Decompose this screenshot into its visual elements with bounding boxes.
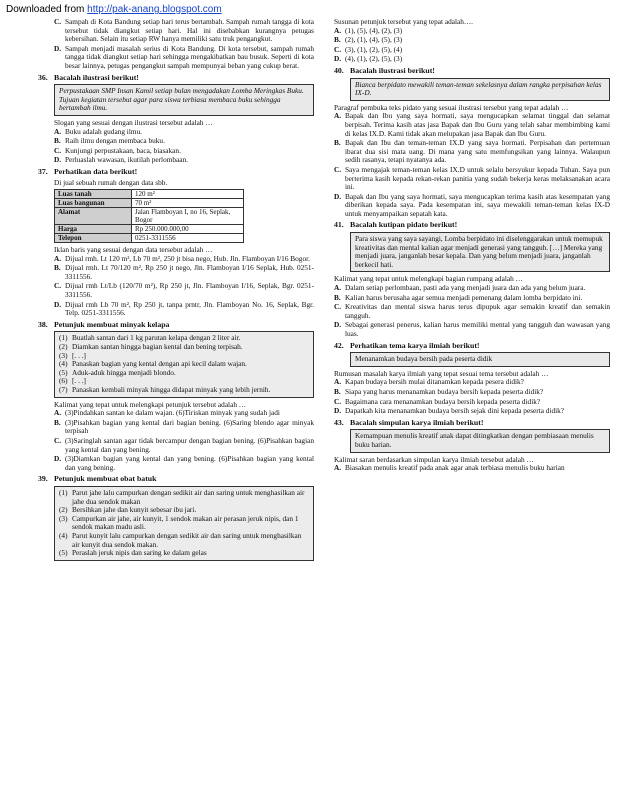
option-a[interactable]: A. (3)Pindahkan santan ke dalam wajan. (6)Tiriskan minyak yang sudah jadi xyxy=(54,408,280,418)
data-intro: Di jual sebuah rumah dengan data sbb. xyxy=(54,177,168,187)
option-b[interactable]: B. Siapa yang harus menanamkan budaya bersih kepada peserta didik? xyxy=(334,386,544,396)
option-c[interactable]: C. Kreativitas dan mental siswa harus terus dipupuk agar semakin kreatif dan semakin tangguh. xyxy=(334,302,610,320)
list-item: (4) Panaskan bagian yang kental dengan api kecil dalam wajan. xyxy=(59,359,247,369)
option-b[interactable]: B. Raih ilmu dengan membaca buku. xyxy=(54,136,165,146)
option-c[interactable]: C. Bagaimana cara menanamkan budaya bersih kepada peserta didik? xyxy=(334,396,541,406)
list-item: (7) Panaskan kembali minyak hingga didapat minyak yang lebih jernih. xyxy=(59,385,271,394)
question-stem: Rumusan masalah karya ilmiah yang tepat sesuai tema tersebut adalah … xyxy=(334,368,549,378)
option-d[interactable]: D. Sampah menjadi masalah serius di Kota Bandung. Di kota tersebut, sampah rumah tangga tidak diangkut setiap hari sehingga mengakibatkan bau busuk. Seperti di kota besar lainnya, petugas pengangkut sampah mempunyai beban yang cukup berat. xyxy=(54,43,314,70)
question-stem: Kalimat yang tepat untuk melengkapi petunjuk tersebut adalah … xyxy=(54,399,247,409)
question-36 xyxy=(38,74,314,165)
table-row: Telepon 0251-3311556 xyxy=(55,234,244,243)
speech-excerpt-box: Para siswa yang saya sayangi, Lomba berpidato ini diselenggarakan untuk memupuk kreativitas dan mental kalian agar menjadi generasi yang tangguh. […] Mereka yang menjadi juara, janganlah besar kepala. Dan yang belum menjadi juara, janganlah berkecil hati. xyxy=(350,232,610,272)
option-d[interactable]: D. Bapak dan Ibu yang saya hormati, saya mengucapkan terima kasih atas kesempatan yang diberikan kepada saya. Pada kesempatan ini, saya mewakili teman-teman kelas IX-D untuk menyampaikan sepatah kata. xyxy=(334,191,610,218)
option-d[interactable]: D. (3)Diamkan bagian yang kental dan yang bening. (6)Pisahkan bagian yang kental dan yang bening. xyxy=(54,454,314,472)
question-title: 36. Bacalah ilustrasi berikut! xyxy=(38,72,139,82)
question-40 xyxy=(334,67,610,219)
option-c[interactable]: C. Saya mengajak teman-teman kelas IX.D untuk selalu bersyukur kepada Tuhan. Saya pun berterima kasih kepada rekan-rekan panitia yang sudah bekerja keras melaksanakan acara ini. xyxy=(334,164,610,192)
option-a[interactable]: A. Dalam setiap perlombaan, pasti ada yang menjadi juara dan ada yang belum juara. xyxy=(334,283,586,293)
option-c[interactable]: C. Kunjungi perpustakaan, baca, biasakan. xyxy=(54,145,181,155)
question-title: 37. Perhatikan data berikut! xyxy=(38,166,138,176)
header-prefix: Downloaded from xyxy=(6,4,88,15)
question-stem: Paragraf pembuka teks pidato yang sesuai ilustrasi tersebut yang tepat adalah … xyxy=(334,102,569,112)
conclusion-box: Kemampuan menulis kreatif anak dapat ditingkatkan dengan pembiasaan menulis buku harian. xyxy=(350,429,610,452)
option-a[interactable]: A. Biasakan menulis kreatif pada anak agar anak terbiasa menulis buku harian xyxy=(334,463,565,473)
option-c[interactable]: C. Dijual rmh Lt/Lb (120/70 m²), Rp 250 jt, Jln. Flamboyan I/16, Seplak, Bgr. 0251-3311556. xyxy=(54,281,314,300)
list-item: (4) Parut kunyit lalu campurkan dengan sedikit air dan saring untuk menghasilkan air kunyit dua sendok makan. xyxy=(59,530,302,549)
option-a[interactable]: A. Kapan budaya bersih mulai ditanamkan kepada pesera didik? xyxy=(334,377,524,387)
option-a[interactable]: A. Buku adalah gudang ilmu. xyxy=(54,126,143,136)
option-b[interactable]: B. Bapak dan Ibu dan teman-teman IX.D yang saya hormati. Perpisahan dan pertemuan ibarat dua sisi mata uang. Di mana yang satu memfungsikan yang lainnya. Walaupun sedih rasanya, tetapi nyatanya ada. xyxy=(334,138,610,165)
list-item: (5) Peraslah jeruk nipis dan saring ke dalam gelas xyxy=(59,548,207,558)
question-stem: Kalimat yang tepat untuk melengkapi bagian rumpang adalah … xyxy=(334,274,523,284)
option-b[interactable]: B. (3)Pisahkan bagian yang kental dari bagian bening. (6)Saring blendo agar minyak terpisah xyxy=(54,417,314,436)
steps-box xyxy=(54,486,314,561)
table-row: Luas bangunan 70 m² xyxy=(55,199,244,208)
question-title: 43. Bacalah simpulan karya ilmiah berikut! xyxy=(334,417,484,427)
table-row: Alamat Jalan Flamboyan I, no 16, Seplak, Bogor xyxy=(55,208,244,225)
question-title: 38. Petunjuk membuat minyak kelapa xyxy=(38,319,170,329)
question-38 xyxy=(38,321,314,473)
list-item: (5) Aduk-aduk hingga menjadi blondo. xyxy=(59,367,176,377)
list-item: (6) [. . .] xyxy=(59,376,86,386)
list-item: (3) [. . .] xyxy=(59,350,86,360)
download-header xyxy=(6,4,222,15)
option-a[interactable]: A. Dijual rmh. Lt 120 m², Lb 70 m², 250 jt bisa nego, Hub. Jln. Flamboyan I/16 Bogor. xyxy=(54,253,310,263)
question-title: 39. Petunjuk membuat obat batuk xyxy=(38,474,157,484)
option-d[interactable]: D. Dapatkah kita menanamkan budaya bersih sejak dini kepada peserta didik? xyxy=(334,406,565,416)
list-item: (3) Campurkan air jahe, air kunyit, 1 sendok makan air perasan jeruk nipis, dan 1 sendok makan madu asli. xyxy=(59,513,299,532)
left-column xyxy=(38,18,314,564)
list-item: (2) Bersihkan jahe dan kunyit sebesar ibu jari. xyxy=(59,505,197,515)
option-b[interactable]: B. (2), (1), (4), (5), (3) xyxy=(334,35,403,45)
question-stem: Kalimat saran berdasarkan simpulan karya ilmiah tersebut adalah … xyxy=(334,454,534,464)
question-41 xyxy=(334,221,610,338)
theme-box: Menanamkan budaya bersih pada peserta didik xyxy=(350,352,610,367)
question-stem: Susunan petunjuk tersebut yang tepat adalah…. xyxy=(334,17,474,26)
house-data-table xyxy=(54,189,244,243)
table-row: Harga Rp 250.000.000,00 xyxy=(55,225,244,234)
question-stem: Slogan yang sesuai dengan ilustrasi tersebut adalah … xyxy=(54,117,213,127)
option-d[interactable]: D. Perluaslah wawasan, ikutilah perlombaan. xyxy=(54,155,188,165)
question-39 xyxy=(38,475,314,560)
question-title: 42. Perhatikan tema karya ilmiah berikut! xyxy=(334,340,480,350)
q35-options xyxy=(38,18,314,71)
question-stem: Iklan baris yang sesuai dengan data tersebut adalah … xyxy=(54,245,213,255)
question-title: 40. Bacalah ilustrasi berikut! xyxy=(334,65,435,75)
question-title: 41. Bacalah kutipan pidato berikut! xyxy=(334,220,458,230)
question-42 xyxy=(334,342,610,416)
option-d[interactable]: D. (4), (1), (2), (5), (3) xyxy=(334,54,403,64)
option-d[interactable]: D. Dijual rmh Lb 70 m², Rp 250 jt, tanpa prntr, Jln. Flamboyan No. 16, Seplak, Bgr. Telp. 0251-3311556. xyxy=(54,299,314,318)
option-b[interactable]: B. Kalian harus berusaha agar semua menjadi pemenang dalam lomba berpidato ini. xyxy=(334,292,583,302)
option-c[interactable]: C. (3), (1), (2), (5), (4) xyxy=(334,44,403,54)
table-row: Luas tanah 120 m² xyxy=(55,190,244,199)
right-column xyxy=(334,18,610,476)
list-item: (2) Diamkan santan hingga bagian kental dan bening terpisah. xyxy=(59,342,243,352)
option-a[interactable]: A. Bapak dan Ibu yang saya hormati, saya mengucapkan selamat tinggal dan selamat berpisah. Terima kasih atas jasa Bapak dan Ibu Guru yang telah sabar membimbing kami di kelas IX.D. Kami tidak akan melupakan jasa Bapak dan Ibu Guru. xyxy=(334,111,610,138)
option-c[interactable]: C. Sampah di Kota Bandung setiap hari terus bertambah. Sampah rumah tangga di kota tersebut tidak diangkut setiap hari. Hal ini disebabkan kurangnya petugas kebersihan. Selain itu setiap RW hanya memiliki satu truk pengangkut. xyxy=(54,17,314,44)
source-link[interactable]: http://pak-anang.blogspot.com xyxy=(87,4,222,15)
illustration-box: Bianca berpidato mewakili teman-teman sekelasnya dalam rangka perpisahan kelas IX-D. xyxy=(350,78,610,101)
option-b[interactable]: B. Dijual rmh. Lt 70/120 m², Rp 250 jt nego, Jln. Flamboyan I/16 Seplak, Hub. 0251-3311556. xyxy=(54,263,314,281)
question-37 xyxy=(38,168,314,318)
steps-box xyxy=(54,331,314,397)
question-39-continued xyxy=(334,18,610,64)
option-c[interactable]: C. (3)Saringlah santan agar tidak bercampur dengan bagian bening. (6)Pisahkan bagian yang kental dan yang bening. xyxy=(54,435,314,454)
question-43 xyxy=(334,419,610,473)
illustration-box: Perpustakaan SMP Insan Kamil setiap bulan mengadakan Lomba Meringkas Buku. Tujuan kegiatan tersebut agar para siswa terbiasa membaca buku sehingga bertambah ilmu. xyxy=(54,84,314,116)
list-item: (1) Parut jahe lalu campurkan dengan sedikit air dan saring untuk menghasilkan air jahe dua sendok makan xyxy=(59,487,305,506)
list-item: (1) Buatlah santan dari 1 kg parutan kelapa dengan 2 liter air. xyxy=(59,333,241,343)
option-a[interactable]: A. (1), (5), (4), (2), (3) xyxy=(334,25,403,35)
option-d[interactable]: D. Sebagai generasi penerus, kalian harus memiliki mental yang tangguh dan wawasan yang luas. xyxy=(334,320,610,338)
